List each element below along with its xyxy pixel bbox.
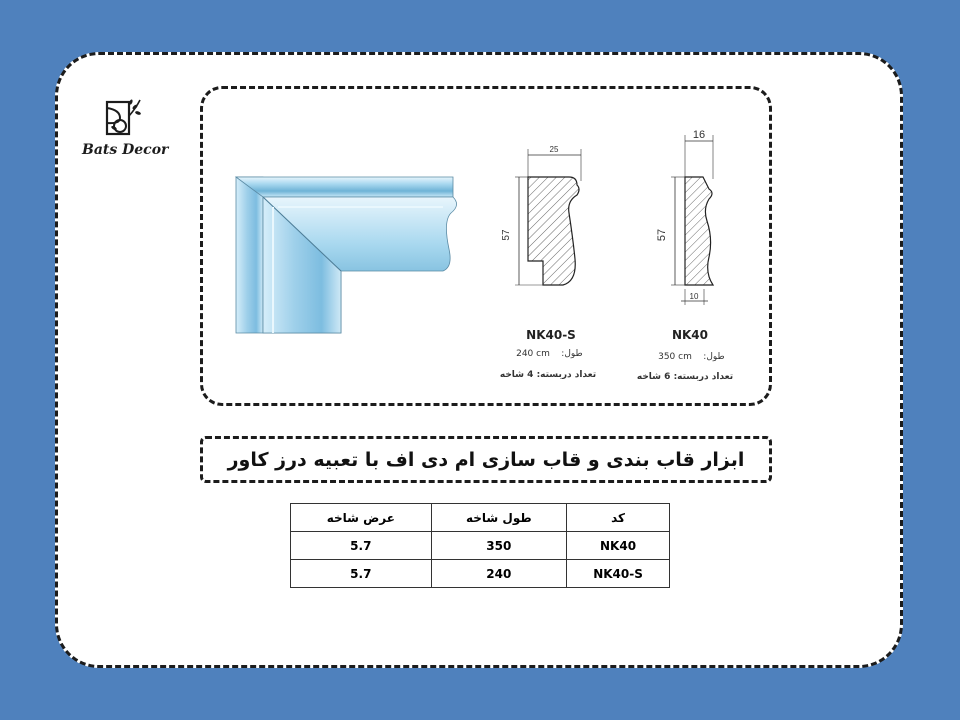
header-code: کد xyxy=(567,504,670,532)
brand-name: Bats Decor xyxy=(82,142,169,158)
spec-table xyxy=(290,503,670,588)
header-width: عرض شاخه xyxy=(291,504,432,532)
nk40-base-dim: 10 xyxy=(689,292,699,301)
nk40-bundle: تعداد دربسته: 6 شاخه xyxy=(636,372,734,382)
cell-width: 5.7 xyxy=(291,560,432,588)
cell-length: 240 xyxy=(431,560,566,588)
logo-icon xyxy=(82,98,142,142)
header-length: طول شاخه xyxy=(431,504,566,532)
nk40s-section xyxy=(500,145,596,380)
nk40s-length-label: طول: xyxy=(561,349,583,359)
table-header-row xyxy=(291,504,670,532)
brand-logo xyxy=(82,98,176,168)
product-diagram xyxy=(200,86,772,406)
nk40s-bundle: تعداد دربسته: 4 شاخه xyxy=(499,370,597,380)
cell-code: NK40 xyxy=(567,532,670,560)
diagram-svg xyxy=(203,89,775,409)
cell-code: NK40-S xyxy=(567,560,670,588)
cell-length: 350 xyxy=(431,532,566,560)
nk40s-height-dim: 57 xyxy=(501,229,512,241)
profile-3d-render xyxy=(236,177,457,333)
table-row xyxy=(291,532,670,560)
nk40-length-label: طول: xyxy=(703,352,725,362)
nk40s-length: 240 cm xyxy=(516,349,550,359)
nk40s-width-dim: 25 xyxy=(549,145,559,154)
nk40-length: 350 cm xyxy=(658,352,692,362)
product-title-box xyxy=(200,436,772,483)
nk40s-code: NK40-S xyxy=(526,328,576,342)
nk40-height-dim: 57 xyxy=(656,228,668,242)
nk40-width-dim: 16 xyxy=(692,129,706,141)
cell-width: 5.7 xyxy=(291,532,432,560)
nk40-section xyxy=(637,129,733,382)
product-title: ابزار قاب بندی و قاب سازی ام دی اف با تعبیه درز کاور xyxy=(227,448,745,471)
table-row xyxy=(291,560,670,588)
nk40-code: NK40 xyxy=(671,328,709,342)
